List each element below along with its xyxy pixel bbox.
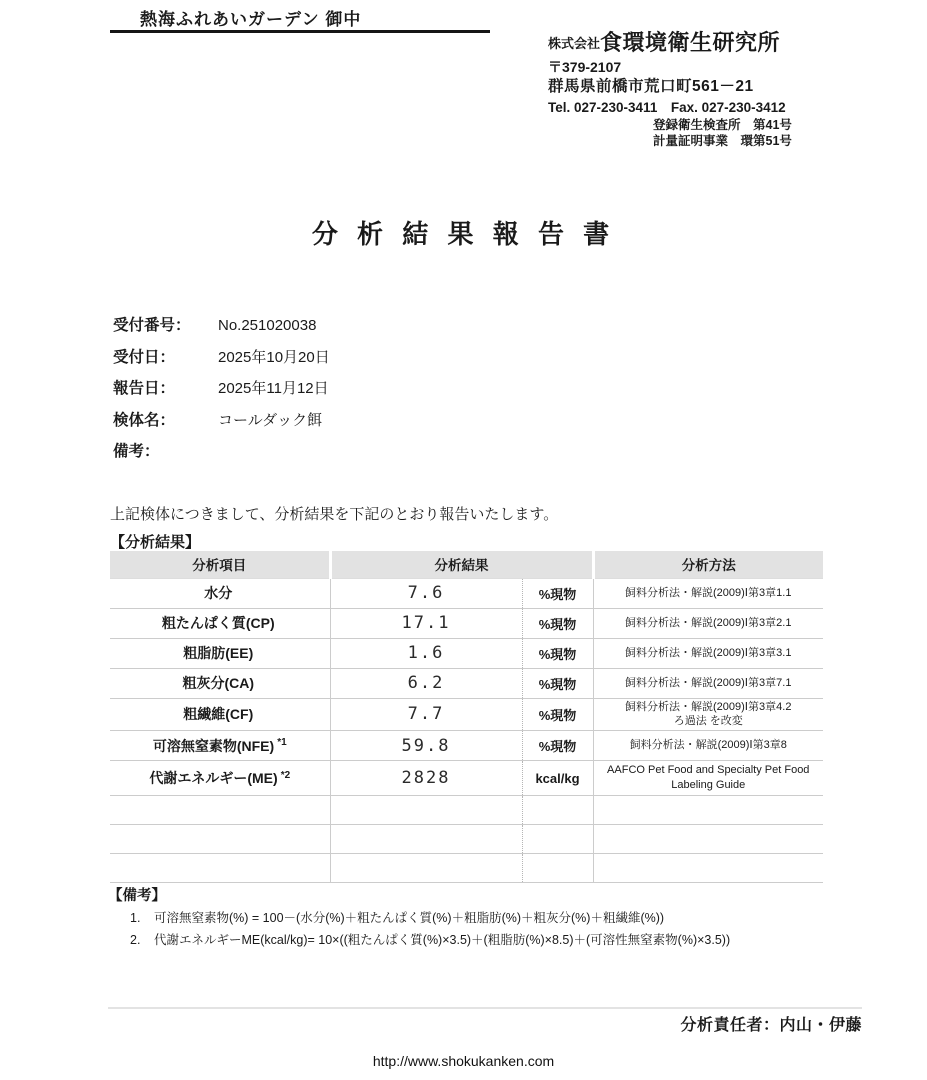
analysis-method-line1: 飼料分析法・解説(2009)Ⅰ第3章2.1 xyxy=(625,616,792,629)
analysis-result-unit: %現物 xyxy=(522,638,593,668)
analysis-result-value: 7.6 xyxy=(330,578,522,608)
analysis-method-cell xyxy=(593,796,823,825)
company-name-line xyxy=(548,32,792,54)
meta-label: 検体名： xyxy=(113,411,176,429)
note-text: 代謝エネルギーME(kcal/kg)= 10×((粗たんぱく質(%)×3.5)＋(粗脂肪(%)×8.5)＋(可溶性無窒素物(%)×3.5)) xyxy=(154,932,731,947)
notes-section-heading: 【備考】 xyxy=(108,888,166,904)
analysis-result-value: 59.8 xyxy=(330,731,522,761)
analysis-result-value: 7.7 xyxy=(330,698,522,731)
analysis-item-label: 粗灰分(CA) xyxy=(182,675,255,691)
analysis-item-cell xyxy=(110,825,330,854)
analysis-result-unit: %現物 xyxy=(522,578,593,608)
notes-list xyxy=(130,908,730,952)
results-table-body xyxy=(110,578,823,883)
analysis-item-cell xyxy=(110,668,330,698)
analysis-result-value xyxy=(330,854,522,883)
analysis-result-value: 6.2 xyxy=(330,668,522,698)
notes-section xyxy=(108,884,730,952)
meta-row-receipt-number xyxy=(113,313,330,345)
analysis-item-cell xyxy=(110,731,330,761)
analysis-item-cell xyxy=(110,761,330,796)
analysis-result-value xyxy=(330,825,522,854)
analysis-result-unit: kcal/kg xyxy=(522,761,593,796)
analysis-method-cell xyxy=(593,761,823,796)
table-row xyxy=(110,578,823,608)
analysis-method-line1: AAFCO Pet Food and Specialty Pet Food xyxy=(607,764,810,777)
analysis-result-value: 17.1 xyxy=(330,608,522,638)
meta-label: 受付番号： xyxy=(113,317,191,334)
table-row xyxy=(110,761,823,796)
meta-row-remarks xyxy=(113,439,330,471)
note-number: 1. xyxy=(130,911,141,925)
analysis-results-table xyxy=(110,551,823,883)
note-number: 2. xyxy=(130,932,141,947)
meta-label: 報告日： xyxy=(113,380,176,397)
results-section-heading: 【分析結果】 xyxy=(110,534,201,551)
company-postal-code: 〒379-2107 xyxy=(548,59,622,75)
footnote-marker: *2 xyxy=(280,769,291,781)
sample-name-value: コールダック餌 xyxy=(218,411,323,429)
report-date-value: 2025年11月12日 xyxy=(218,380,329,397)
analysis-method-cell xyxy=(593,578,823,608)
analysis-method-cell xyxy=(593,638,823,668)
table-header-row xyxy=(110,551,823,578)
footnote-marker: *1 xyxy=(277,737,287,749)
company-tel-fax: Tel. 027-230-3411 Fax. 027-230-3412 xyxy=(548,99,786,115)
company-block xyxy=(548,32,792,147)
table-row xyxy=(110,825,823,854)
analysis-result-value xyxy=(330,796,522,825)
analysis-item-cell xyxy=(110,698,330,731)
analysis-method-cell xyxy=(593,668,823,698)
table-row xyxy=(110,668,823,698)
analysis-item-cell xyxy=(110,608,330,638)
meta-label: 受付日： xyxy=(113,348,176,366)
analysis-item-label: 可溶無窒素物(NFE) xyxy=(152,737,275,754)
meta-row-sample-name xyxy=(113,408,330,440)
analysis-method-line1: 飼料分析法・解説(2009)Ⅰ第3章4.2 xyxy=(625,700,792,713)
website-url-link[interactable]: http://www.shokukanken.com xyxy=(372,1053,555,1069)
analysis-method-line1: 飼料分析法・解説(2009)Ⅰ第3章1.1 xyxy=(625,586,792,599)
analysis-responsible-person: 分析責任者：内山・伊藤 xyxy=(680,1017,862,1034)
column-header-result: 分析結果 xyxy=(330,551,593,578)
analysis-item-cell xyxy=(110,854,330,883)
meta-row-report-date xyxy=(113,376,330,408)
analysis-method-cell xyxy=(593,731,823,761)
table-row xyxy=(110,608,823,638)
company-name: 食環境衛生研究所 xyxy=(600,30,781,55)
table-row xyxy=(110,796,823,825)
analysis-item-label: 水分 xyxy=(204,585,233,601)
table-row xyxy=(110,698,823,731)
analysis-method-line1: 飼料分析法・解説(2009)Ⅰ第3章7.1 xyxy=(625,676,792,689)
table-row xyxy=(110,731,823,761)
intro-sentence: 上記検体につきまして、分析結果を下記のとおり報告いたします。 xyxy=(110,506,559,523)
analysis-result-unit: %現物 xyxy=(522,698,593,731)
note-text: 可溶無窒素物(%) = 100－(水分(%)＋粗たんぱく質(%)＋粗脂肪(%)＋粗灰分(%)＋粗繊維(%)) xyxy=(154,911,665,925)
analysis-item-label: 粗脂肪(EE) xyxy=(183,645,254,661)
analysis-item-cell xyxy=(110,638,330,668)
analysis-result-unit: %現物 xyxy=(522,608,593,638)
column-header-method: 分析方法 xyxy=(593,551,823,578)
analysis-method-line2: ろ過法 を改変 xyxy=(673,715,743,728)
analysis-result-unit: %現物 xyxy=(522,668,593,698)
analysis-method-line1: 飼料分析法・解説(2009)Ⅰ第3章3.1 xyxy=(625,646,792,659)
note-item-1 xyxy=(130,908,730,930)
company-registration-2: 計量証明事業 環第51号 xyxy=(653,133,792,148)
table-row xyxy=(110,638,823,668)
column-header-item: 分析項目 xyxy=(110,551,330,578)
analysis-item-cell xyxy=(110,578,330,608)
analysis-method-cell xyxy=(593,825,823,854)
receipt-date-value: 2025年10月20日 xyxy=(218,348,330,366)
analysis-method-line2: Labeling Guide xyxy=(671,779,746,792)
recipient-underline xyxy=(110,30,490,33)
analysis-result-value: 2828 xyxy=(330,761,522,796)
table-row xyxy=(110,854,823,883)
signature-divider-line xyxy=(108,1007,862,1009)
meta-row-receipt-date xyxy=(113,345,330,377)
analysis-result-unit xyxy=(522,854,593,883)
analysis-item-label: 粗たんぱく質(CP) xyxy=(161,615,275,631)
analysis-result-value: 1.6 xyxy=(330,638,522,668)
analysis-item-label: 代謝エネルギー(ME) xyxy=(149,770,278,787)
meta-label: 備考： xyxy=(113,443,160,460)
company-registration-1: 登録衛生検査所 第41号 xyxy=(653,118,792,132)
meta-block xyxy=(113,313,330,471)
receipt-number-value: No.251020038 xyxy=(218,317,317,334)
analysis-result-unit xyxy=(522,796,593,825)
analysis-result-unit: %現物 xyxy=(522,731,593,761)
company-address: 群馬県前橋市荒口町561－21 xyxy=(548,78,754,95)
analysis-item-label: 粗繊維(CF) xyxy=(183,706,254,723)
analysis-method-line1: 飼料分析法・解説(2009)Ⅰ第3章8 xyxy=(629,739,787,752)
note-item-2 xyxy=(130,930,730,952)
analysis-item-cell xyxy=(110,796,330,825)
report-title: 分 析 結 果 報 告 書 xyxy=(311,219,616,249)
analysis-method-cell xyxy=(593,698,823,731)
analysis-method-cell xyxy=(593,608,823,638)
analysis-method-cell xyxy=(593,854,823,883)
recipient-name: 熱海ふれあいガーデン 御中 xyxy=(140,10,362,29)
analysis-result-unit xyxy=(522,825,593,854)
company-prefix: 株式会社 xyxy=(548,36,601,51)
